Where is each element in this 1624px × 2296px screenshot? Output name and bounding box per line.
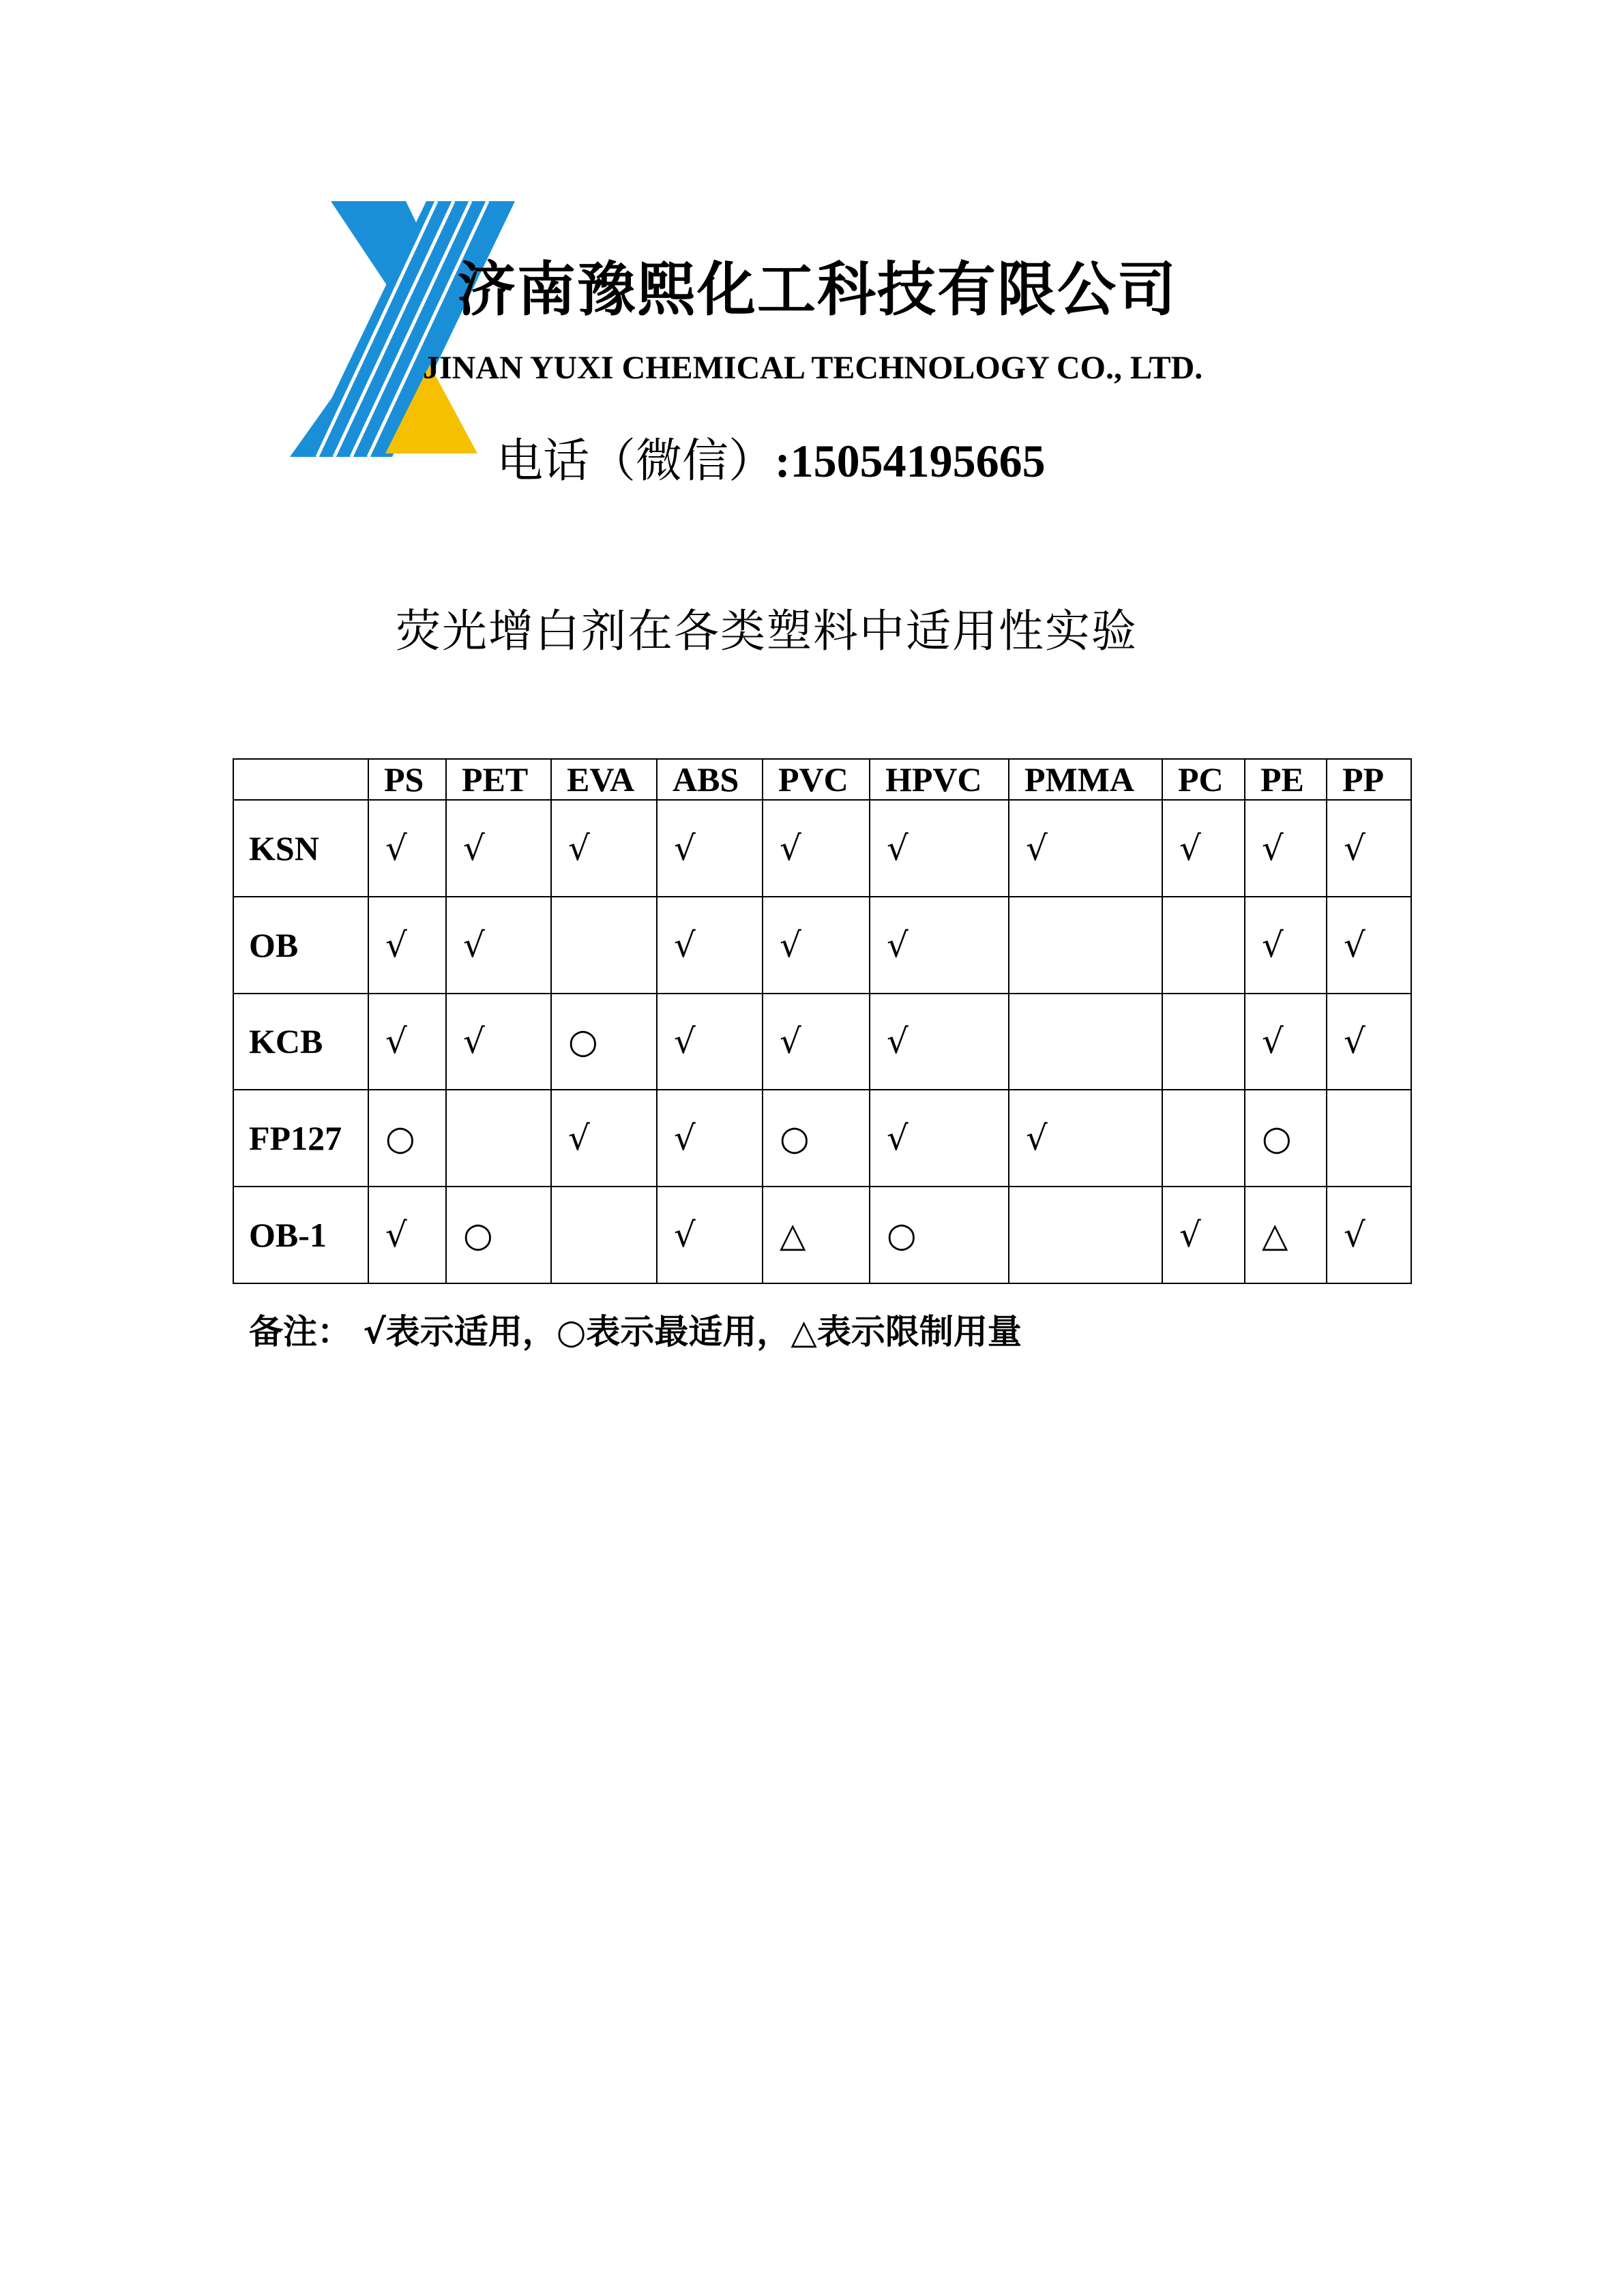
table-row: [233, 1187, 1411, 1283]
header-cell: PE: [1245, 759, 1327, 800]
table-cell: [1009, 897, 1162, 994]
table-cell: √: [870, 897, 1009, 994]
applicability-table: [233, 758, 1412, 1284]
table-cell: √: [1009, 800, 1162, 897]
table-cell: √: [657, 800, 763, 897]
table-cell: [1162, 994, 1245, 1090]
table-row: [233, 994, 1411, 1090]
header-cell: PS: [368, 759, 446, 800]
table-cell: [1009, 994, 1162, 1090]
company-name-cn: 济南豫熙化工科技有限公司: [457, 256, 1177, 324]
table-cell: √: [368, 994, 446, 1090]
table-note: 备注： √表示适用，○表示最适用，△表示限制用量: [249, 1312, 1022, 1352]
table-cell: [1327, 1090, 1411, 1187]
table-cell: √: [763, 800, 870, 897]
table-cell: √: [657, 1090, 763, 1187]
table-cell: √: [763, 994, 870, 1090]
phone-line: [497, 424, 1046, 490]
table-cell: [1162, 897, 1245, 994]
table-cell: √: [657, 897, 763, 994]
table-cell: √: [551, 800, 657, 897]
table-cell: √: [368, 1187, 446, 1283]
row-label: KCB: [233, 994, 368, 1090]
row-label: OB: [233, 897, 368, 994]
table-cell: √: [657, 994, 763, 1090]
table-cell: √: [446, 800, 551, 897]
table-row: [233, 1090, 1411, 1187]
table-cell: √: [763, 897, 870, 994]
table-cell: √: [1245, 897, 1327, 994]
table-cell: [1162, 1090, 1245, 1187]
table-cell: ○: [551, 994, 657, 1090]
table-cell: [1009, 1187, 1162, 1283]
table-cell: √: [870, 994, 1009, 1090]
table-cell: ○: [446, 1187, 551, 1283]
table-row: [233, 800, 1411, 897]
table-cell: √: [446, 994, 551, 1090]
header-cell: HPVC: [870, 759, 1009, 800]
table-cell: √: [657, 1187, 763, 1283]
header-cell: EVA: [551, 759, 657, 800]
table-cell: √: [1327, 800, 1411, 897]
table-cell: [446, 1090, 551, 1187]
header-cell: PP: [1327, 759, 1411, 800]
phone-number: :15054195665: [775, 435, 1046, 487]
table-row: [233, 897, 1411, 994]
phone-label: 电话（微信）: [497, 434, 776, 488]
row-label: KSN: [233, 800, 368, 897]
table-cell: √: [1327, 897, 1411, 994]
table-cell: √: [551, 1090, 657, 1187]
row-label: OB-1: [233, 1187, 368, 1283]
header-cell: PMMA: [1009, 759, 1162, 800]
company-logo: [290, 201, 515, 457]
table-cell: √: [446, 897, 551, 994]
document-title: 荧光增白剂在各类塑料中适用性实验: [396, 605, 1138, 657]
table-cell: √: [1245, 994, 1327, 1090]
table-cell: √: [1245, 800, 1327, 897]
table-cell: √: [1162, 800, 1245, 897]
table-cell: √: [1327, 1187, 1411, 1283]
table-header-row: [233, 759, 1411, 800]
table-cell: √: [1327, 994, 1411, 1090]
company-name-en: JINAN YUXI CHEMICAL TECHNOLOGY CO., LTD.: [423, 350, 1203, 386]
header-cell: ABS: [657, 759, 763, 800]
table-cell: ○: [1245, 1090, 1327, 1187]
table-cell: [551, 897, 657, 994]
table-cell: √: [870, 1090, 1009, 1187]
table-cell: √: [870, 800, 1009, 897]
table-cell: ○: [368, 1090, 446, 1187]
table-cell: √: [1162, 1187, 1245, 1283]
header-cell: PC: [1162, 759, 1245, 800]
table-cell: √: [368, 897, 446, 994]
header-cell: [233, 759, 368, 800]
table-cell: ○: [763, 1090, 870, 1187]
table-cell: △: [1245, 1187, 1327, 1283]
table-cell: [551, 1187, 657, 1283]
header-cell: PET: [446, 759, 551, 800]
row-label: FP127: [233, 1090, 368, 1187]
header-cell: PVC: [763, 759, 870, 800]
table-cell: ○: [870, 1187, 1009, 1283]
table-cell: √: [1009, 1090, 1162, 1187]
table-cell: √: [368, 800, 446, 897]
table-cell: △: [763, 1187, 870, 1283]
